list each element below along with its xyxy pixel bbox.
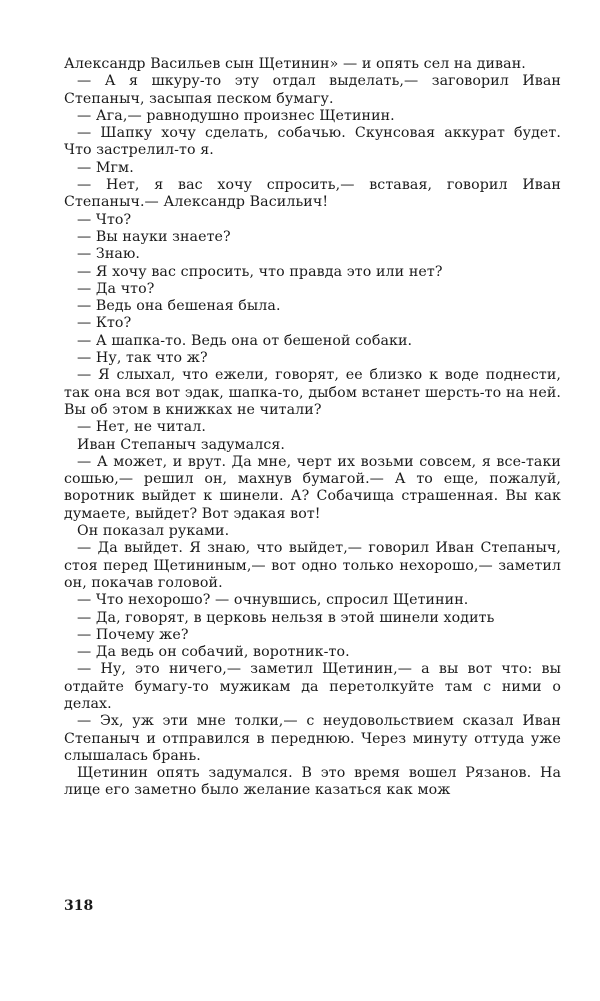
paragraph: — Эх, уж эти мне толки,— с неудовольствием сказал Иван Степаныч и отправился в переднюю. Через минуту оттуда уже слышалась брань. bbox=[64, 713, 561, 764]
paragraph: Александр Васильев сын Щетинин» — и опять сел на диван. bbox=[64, 56, 526, 72]
paragraph: — Нет, не читал. bbox=[77, 419, 206, 436]
paragraph: — Ага,— равнодушно произнес Щетинин. bbox=[77, 107, 395, 124]
paragraph: — Да что? bbox=[77, 280, 155, 297]
paragraph: — Что нехорошо? — очнувшись, спросил Щетинин. bbox=[77, 592, 469, 609]
paragraph: — Почему же? bbox=[77, 626, 189, 643]
paragraph: — Вы науки знаете? bbox=[77, 228, 231, 245]
paragraph: — Знаю. bbox=[77, 246, 141, 263]
paragraph: Он показал руками. bbox=[77, 523, 230, 540]
paragraph: — Нет, я вас хочу спросить,— вставая, говорил Иван Степаныч.— Александр Васильич! bbox=[64, 177, 561, 211]
page-text bbox=[64, 56, 561, 800]
paragraph: — Я слыхал, что ежели, говорят, ее близко к воде поднести, так она вся вот эдак, шапка-то, дыбом встанет шерсть-то на ней. Вы об этом в книжках не читали? bbox=[64, 367, 561, 418]
paragraph: — Мгм. bbox=[77, 159, 134, 176]
paragraph: — А шапка-то. Ведь она от бешеной собаки. bbox=[77, 332, 413, 349]
paragraph: — Ну, это ничего,— заметил Щетинин,— а вы вот что: вы отдайте бумагу-то мужикам да перетолкуйте там с ними о делах. bbox=[64, 661, 561, 712]
paragraph: — А я шкуру-то эту отдал выделать,— заговорил Иван Степаныч, засыпая песком бумагу. bbox=[64, 73, 561, 107]
paragraph: — Да выйдет. Я знаю, что выйдет,— говорил Иван Степаныч, стоя перед Щетининым,— вот одно только нехорошо,— заметил он, покачав головой. bbox=[64, 540, 561, 591]
paragraph: — Что? bbox=[77, 211, 132, 228]
paragraph: — Ну, так что ж? bbox=[77, 350, 208, 367]
paragraph: — Да, говорят, в церковь нельзя в этой шинели ходить bbox=[77, 609, 495, 626]
paragraph: — Да ведь он собачий, воротник-то. bbox=[77, 644, 350, 661]
paragraph: Иван Степаныч задумался. bbox=[77, 436, 286, 453]
paragraph: — Шапку хочу сделать, собачью. Скунсовая аккурат будет. Что застрелил-то я. bbox=[64, 125, 561, 159]
paragraph: Щетинин опять задумался. В это время вошел Рязанов. На лице его заметно было желание казаться как мож bbox=[64, 765, 561, 799]
paragraph: — Я хочу вас спросить, что правда это или нет? bbox=[77, 263, 443, 280]
page-number: 318 bbox=[64, 898, 94, 914]
paragraph: — Кто? bbox=[77, 315, 132, 332]
paragraph: — А может, и врут. Да мне, черт их возьми совсем, я все-таки сошью,— решил он, махнув бумагой.— А то еще, пожалуй, воротник выйдет к шинели. А? Собачища страшенная. Вы как думаете, выйдет? Вот эдакая вот! bbox=[64, 453, 561, 522]
paragraph: — Ведь она бешеная была. bbox=[77, 298, 281, 315]
